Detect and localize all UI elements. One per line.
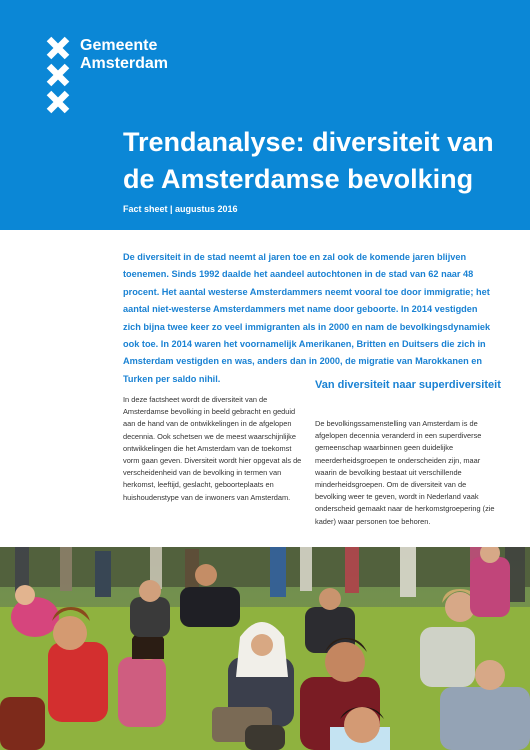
intro-paragraph: In deze factsheet wordt de diversiteit van de Amsterdamse bevolking in beeld gebracht en geduid aan de hand van de ontwikkelingen in de afgelopen decennia. Ook schetsen we de meest waarschijnlijke ontwikkelingen die het Amsterdam van de toekomst vorm gaan geven. Diversiteit wordt hier opgevat als de verscheidenheid van de bevolking in termen van herkomst, leeftijd, geslacht, geboorteplaats en huishoudenstype van de inwoners van Amsterdam. bbox=[123, 395, 302, 502]
logo-line-1: Gemeente bbox=[80, 37, 158, 54]
title-line-1: Trendanalyse: diversiteit van bbox=[123, 127, 494, 157]
title-line-2: de Amsterdamse bevolking bbox=[123, 164, 474, 194]
amsterdam-xxx-icon bbox=[46, 36, 70, 116]
section-heading: Van diversiteit naar superdiversiteit bbox=[315, 379, 501, 391]
page-subtitle: Fact sheet | augustus 2016 bbox=[123, 204, 238, 214]
logo-line-2: Amsterdam bbox=[80, 55, 169, 72]
logo-text bbox=[80, 37, 168, 73]
section-paragraph: De bevolkingssamenstelling van Amsterdam is de afgelopen decennia veranderd in een superdiverse gemeenschap waarbinnen geen duidelijke meerderheidsgroepen te onderscheiden zijn, maar waarin de bevolking bestaat uit verschillende minderheidsgroepen. Om de diversiteit van de bevolking weer te geven, wordt in Nederland vaak onderscheid gemaakt naar de herkomstgroepering (zie kader) waar personen toe behoren. bbox=[315, 419, 495, 526]
lead-paragraph: De diversiteit in de stad neemt al jaren toe en zal ook de komende jaren blijven toenemen. Sinds 1992 daalde het aandeel autochtonen in de stad van 62 naar 48 procent. Het aantal westerse Amsterdammers neemt vooral toe door immigratie; het aantal niet-westerse Amsterdammers met name door geboorte. In 2014 vestigden zich bijna twee keer zo veel immigranten als in 2000 en nam de bevolkingsdynamiek ook toe. In 2014 waren het voornamelijk Amerikanen, Britten en Duitsers die zich in Amsterdam vestigden en was, anders dan in 2000, de migratie van Marokkanen en Turken per saldo nihil. bbox=[123, 252, 491, 384]
page-title bbox=[123, 124, 523, 198]
header-banner bbox=[0, 0, 530, 230]
crowd-photo bbox=[0, 547, 530, 750]
